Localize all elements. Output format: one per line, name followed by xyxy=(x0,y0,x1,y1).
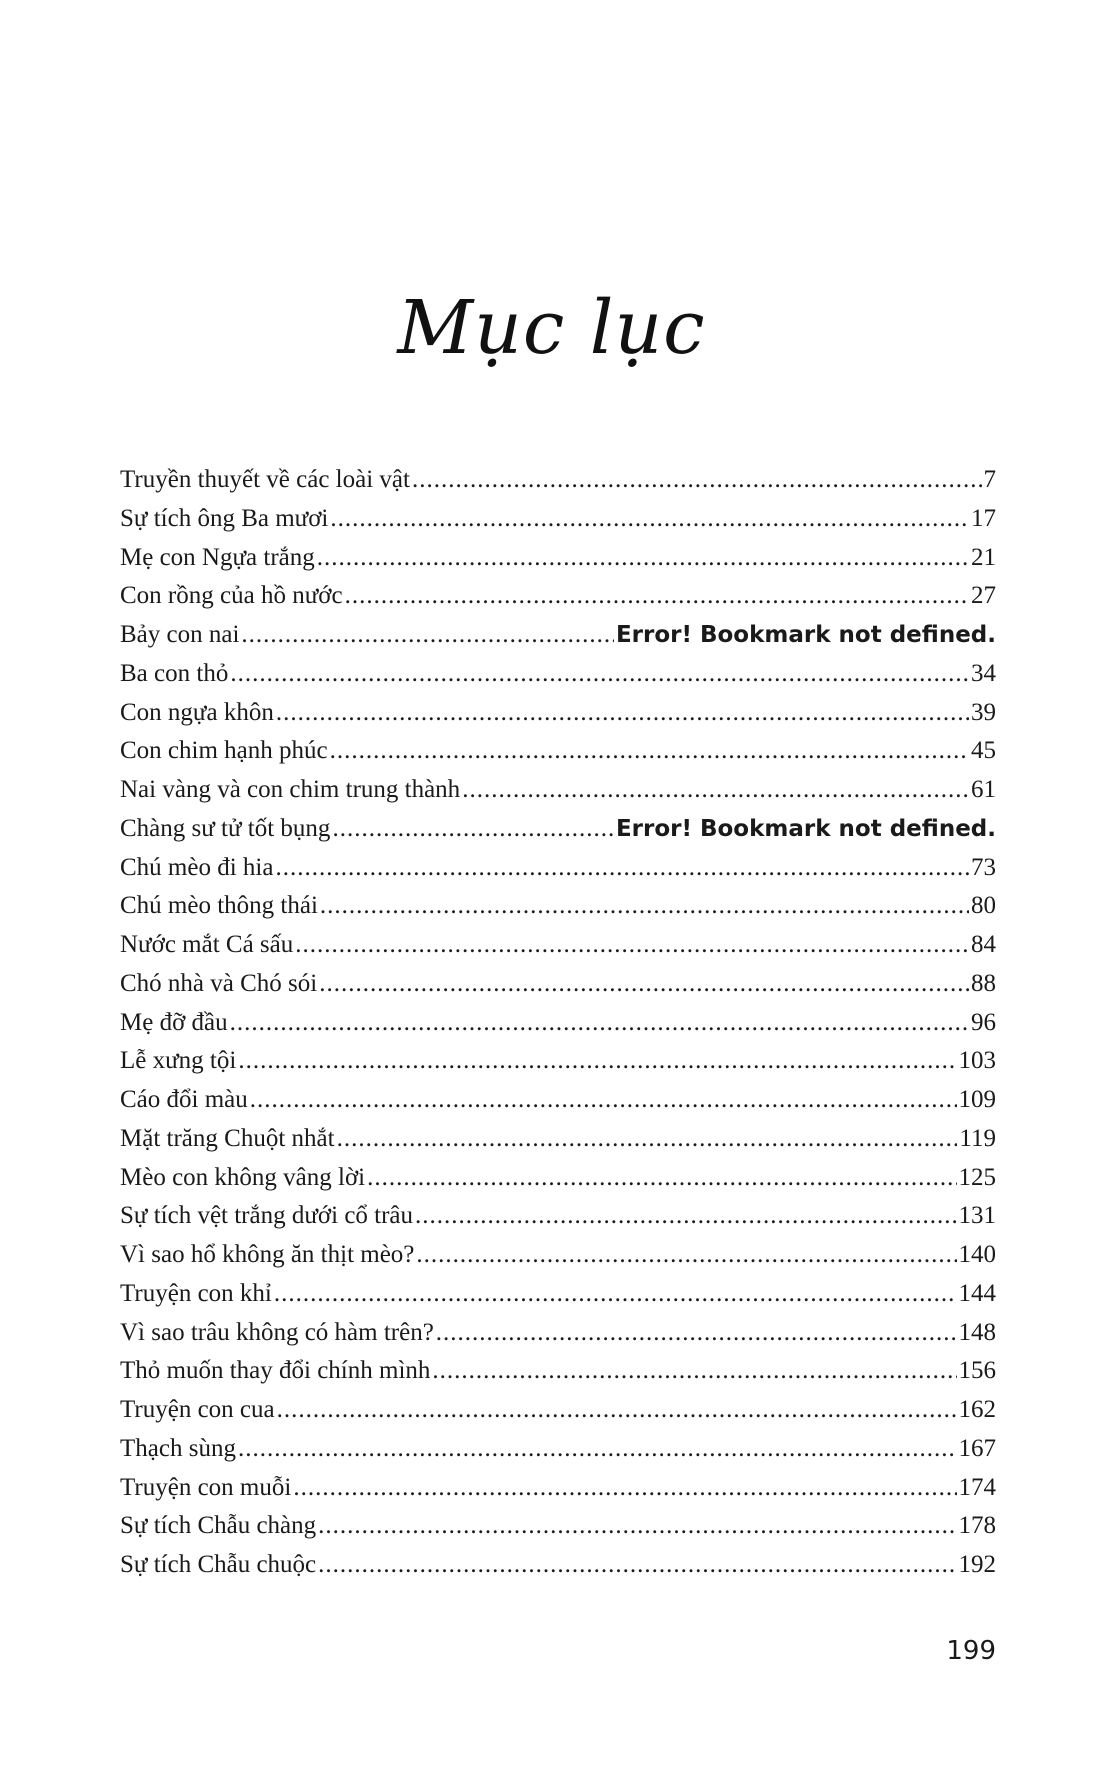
toc-entry-title: Truyện con cua xyxy=(120,1396,275,1423)
toc-dot-leader xyxy=(436,1319,957,1347)
toc-entry-page: 96 xyxy=(971,1008,996,1036)
toc-entry-page: 21 xyxy=(971,543,996,571)
toc-entry-page: 162 xyxy=(958,1396,996,1423)
toc-dot-leader xyxy=(277,1396,957,1424)
toc-entry-page: 39 xyxy=(971,698,996,726)
toc-dot-leader xyxy=(295,931,969,959)
toc-dot-leader xyxy=(317,544,969,572)
toc-entry-title: Cáo đổi màu xyxy=(120,1086,248,1113)
toc-entry-title: Sự tích Chẫu chàng xyxy=(120,1512,317,1540)
toc-entry[interactable] xyxy=(120,505,996,544)
toc-entry-page: 156 xyxy=(958,1357,996,1385)
toc-entry-page: 27 xyxy=(971,582,996,610)
toc-dot-leader xyxy=(318,1551,956,1579)
toc-entry-page: 80 xyxy=(971,892,996,920)
toc-entry-page: 61 xyxy=(971,776,996,803)
page-number: 199 xyxy=(946,1636,996,1666)
toc-entry-title: Bảy con nai xyxy=(120,621,240,648)
toc-entry-page: 88 xyxy=(971,969,996,997)
toc-dot-leader xyxy=(415,1202,956,1230)
toc-dot-leader xyxy=(318,1512,956,1540)
toc-entry-title: Con chim hạnh phúc xyxy=(120,737,328,765)
toc-entry-page: 131 xyxy=(958,1202,996,1230)
toc-dot-leader xyxy=(416,1241,956,1269)
toc-dot-leader xyxy=(330,737,969,765)
toc-entry-page: 178 xyxy=(958,1512,996,1540)
toc-entry-title: Chàng sư tử tốt bụng xyxy=(120,814,331,842)
toc-entry[interactable] xyxy=(120,776,996,815)
toc-entry-page: 109 xyxy=(958,1086,996,1113)
toc-entry-title: Chú mèo đi hia xyxy=(120,853,274,881)
toc-entry-page: 140 xyxy=(958,1241,996,1268)
toc-dot-leader xyxy=(345,582,969,610)
toc-entry-title: Con rồng của hồ nước xyxy=(120,582,343,610)
toc-entry-title: Thỏ muốn thay đổi chính mình xyxy=(120,1357,431,1385)
toc-dot-leader xyxy=(319,970,969,998)
toc-entry[interactable] xyxy=(120,1009,996,1048)
toc-dot-leader xyxy=(230,660,969,688)
toc-entry-page: 45 xyxy=(971,737,996,765)
toc-entry-page: Error! Bookmark not defined. xyxy=(615,622,996,648)
toc-entry[interactable] xyxy=(120,544,996,583)
toc-entry-page: 167 xyxy=(958,1434,996,1462)
toc-entry-title: Chú mèo thông thái xyxy=(120,892,318,920)
toc-entry[interactable] xyxy=(120,660,996,699)
toc-entry-page: 34 xyxy=(971,659,996,687)
toc-entry[interactable] xyxy=(120,1435,996,1474)
table-of-contents xyxy=(120,466,996,1590)
toc-entry[interactable] xyxy=(120,582,996,621)
toc-entry[interactable] xyxy=(120,1280,996,1319)
toc-dot-leader xyxy=(320,892,969,920)
toc-entry-title: Mẹ đỡ đầu xyxy=(120,1008,228,1036)
toc-dot-leader xyxy=(337,1125,958,1153)
toc-entry[interactable] xyxy=(120,1357,996,1396)
toc-dot-leader xyxy=(432,1357,956,1385)
toc-entry-page: 125 xyxy=(958,1163,996,1191)
toc-entry-page: 103 xyxy=(958,1047,996,1075)
toc-entry-title: Mẹ con Ngựa trắng xyxy=(120,543,315,571)
toc-dot-leader xyxy=(275,854,969,882)
toc-entry-page: 144 xyxy=(958,1279,996,1307)
toc-entry-title: Ba con thỏ xyxy=(120,659,229,687)
toc-dot-leader xyxy=(412,466,982,494)
toc-entry[interactable] xyxy=(120,892,996,931)
toc-dot-leader xyxy=(462,776,969,804)
toc-entry-page: 17 xyxy=(971,504,996,532)
toc-entry-page: 148 xyxy=(958,1318,996,1346)
toc-entry-page: 84 xyxy=(971,931,996,958)
page-title: Mục lục xyxy=(397,285,706,371)
toc-entry-title: Vì sao trâu không có hàm trên? xyxy=(120,1318,434,1346)
toc-dot-leader xyxy=(238,1435,957,1463)
toc-entry[interactable] xyxy=(120,1396,996,1435)
toc-dot-leader xyxy=(367,1164,956,1192)
toc-entry-page: 7 xyxy=(983,466,996,493)
toc-entry-page: 174 xyxy=(958,1473,996,1501)
toc-dot-leader xyxy=(238,1047,956,1075)
toc-entry-title: Mặt trăng Chuột nhắt xyxy=(120,1124,335,1152)
toc-entry-title: Sự tích ông Ba mươi xyxy=(120,504,329,532)
toc-entry[interactable] xyxy=(120,854,996,893)
toc-dot-leader xyxy=(241,621,614,649)
toc-entry-title: Chó nhà và Chó sói xyxy=(120,969,318,997)
toc-entry[interactable] xyxy=(120,1241,996,1280)
toc-dot-leader xyxy=(274,1280,957,1308)
toc-entry-title: Sự tích Chẫu chuộc xyxy=(120,1551,317,1578)
toc-entry[interactable] xyxy=(120,1202,996,1241)
toc-entry[interactable] xyxy=(120,1512,996,1551)
toc-dot-leader xyxy=(230,1009,969,1037)
toc-entry[interactable] xyxy=(120,621,996,660)
toc-entry[interactable] xyxy=(120,699,996,738)
toc-entry-title: Nai vàng và con chim trung thành xyxy=(120,776,461,803)
toc-entry-page: Error! Bookmark not defined. xyxy=(615,815,996,842)
toc-entry-page: 119 xyxy=(959,1124,996,1152)
toc-entry-title: Nước mắt Cá sấu xyxy=(120,931,294,958)
toc-entry-title: Truyền thuyết về các loài vật xyxy=(120,466,410,493)
toc-entry[interactable] xyxy=(120,466,996,505)
toc-dot-leader xyxy=(250,1086,957,1114)
toc-entry[interactable] xyxy=(120,1474,996,1513)
toc-entry-title: Mèo con không vâng lời xyxy=(120,1163,366,1191)
toc-entry-title: Truyện con muỗi xyxy=(120,1473,292,1501)
toc-entry[interactable] xyxy=(120,1164,996,1203)
toc-entry[interactable] xyxy=(120,931,996,970)
toc-entry-title: Sự tích vệt trắng dưới cổ trâu xyxy=(120,1202,414,1230)
toc-entry[interactable] xyxy=(120,1551,996,1590)
toc-entry[interactable] xyxy=(120,737,996,776)
toc-entry[interactable] xyxy=(120,1086,996,1125)
toc-entry[interactable] xyxy=(120,815,996,854)
toc-dot-leader xyxy=(276,699,969,727)
toc-entry-title: Lễ xưng tội xyxy=(120,1047,237,1075)
toc-entry[interactable] xyxy=(120,1319,996,1358)
toc-entry-title: Truyện con khỉ xyxy=(120,1279,272,1307)
toc-entry-title: Vì sao hổ không ăn thịt mèo? xyxy=(120,1241,415,1268)
toc-entry-title: Con ngựa khôn xyxy=(120,698,274,726)
toc-entry[interactable] xyxy=(120,1125,996,1164)
toc-entry[interactable] xyxy=(120,970,996,1009)
toc-dot-leader xyxy=(332,815,614,843)
toc-dot-leader xyxy=(293,1474,956,1502)
toc-entry[interactable] xyxy=(120,1047,996,1086)
toc-entry-page: 192 xyxy=(958,1551,996,1578)
toc-entry-title: Thạch sùng xyxy=(120,1434,236,1462)
toc-dot-leader xyxy=(330,505,969,533)
toc-entry-page: 73 xyxy=(971,853,996,881)
